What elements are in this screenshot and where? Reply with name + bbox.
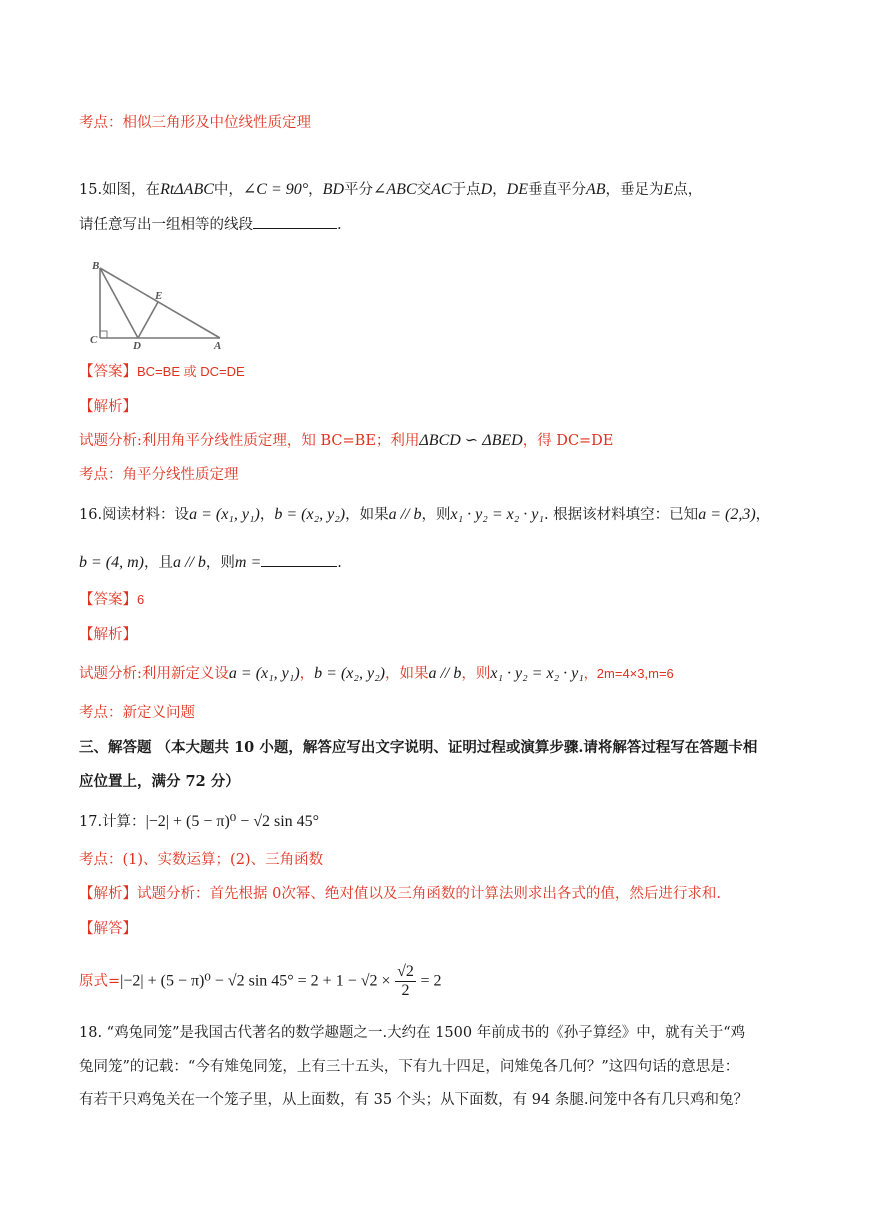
q15-analysis-tag: 【解析】 bbox=[79, 399, 137, 415]
q16-answer: 【答案】6 bbox=[79, 592, 145, 608]
q16-line2: b = (4, m)，且a // b，则m = . bbox=[79, 554, 342, 571]
answer-blank bbox=[253, 214, 337, 229]
triangle-figure bbox=[88, 258, 238, 350]
q15-analysis: 试题分析:利用角平分线性质定理，知 BC=BE；利用ΔBCD ∽ ΔBED，得 DC=DE bbox=[79, 432, 614, 449]
q16-kaodian: 考点：新定义问题 bbox=[79, 705, 195, 721]
right-angle-mark bbox=[100, 331, 107, 338]
label-e: E bbox=[155, 290, 163, 302]
segment-ba bbox=[100, 268, 220, 338]
segment-de bbox=[138, 302, 158, 338]
q15-number: 15. bbox=[79, 182, 103, 198]
fraction: $\frac{√2}{2}$ bbox=[397, 963, 414, 999]
q17-solution-tag: 【解答】 bbox=[79, 921, 137, 937]
q17-kaodian: 考点：(1)、实数运算；(2)、三角函数 bbox=[79, 852, 324, 868]
q16-line1: 16.阅读材料：设a = (x₁, y₁)，b = (x₂, y₂)，如果a // b，则x₁ · y₂ = x₂ · y₁. 根据该材料填空：已知a = (2,3)， bbox=[79, 506, 771, 523]
q15-answer: 【答案】BC=BE 或 DC=DE bbox=[79, 364, 245, 380]
q18-line1: 18. “鸡兔同笼”是我国古代著名的数学趣题之一.大约在 1500 年前成书的《孙子算经》中，就有关于“鸡 bbox=[79, 1025, 746, 1041]
label-b: B bbox=[92, 260, 100, 272]
q15-line1: 15.如图，在RtΔABC中，∠C = 90°，BD平分∠ABC交AC于点D，DE垂直平分AB，垂足为E点， bbox=[79, 181, 703, 198]
q17-line: 17.计算：|−2| + (5 − π)⁰ − √2 sin 45° bbox=[79, 813, 320, 830]
section3-heading: 三、解答题 （本大题共 10 小题，解答应写出文字说明、证明过程或演算步骤.请将解答过程写在答题卡相 bbox=[79, 739, 758, 756]
q18-line3: 有若干只鸡兔关在一个笼子里，从上面数，有 35 个头；从下面数，有 94 条腿.问笼中各有几只鸡和兔？ bbox=[79, 1092, 748, 1108]
kaodian-prev: 考点：相似三角形及中位线性质定理 bbox=[79, 115, 311, 131]
q15-kaodian: 考点：角平分线性质定理 bbox=[79, 467, 239, 483]
q17-analysis: 【解析】试题分析：首先根据 0次幂、绝对值以及三角函数的计算法则求出各式的值，然后进行求和. bbox=[79, 886, 721, 902]
label-a: A bbox=[214, 340, 222, 350]
q16-number: 16. bbox=[79, 507, 103, 523]
q17-solution: 原式=|−2| + (5 − π)⁰ − √2 sin 45° = 2 + 1 − √2 × $\frac{√2}{2}$ = 2 bbox=[79, 963, 442, 999]
q16-analysis: 试题分析:利用新定义设a = (x₁, y₁)，b = (x₂, y₂)，如果a // b，则x₁ · y₂ = x₂ · y₁，2m=4×3,m=6 bbox=[79, 665, 674, 682]
q16-analysis-tag: 【解析】 bbox=[79, 627, 137, 643]
q18-line2: 兔同笼”的记载：“今有雉兔同笼，上有三十五头，下有九十四足，问雉兔各几何？”这四句话的意思是： bbox=[79, 1059, 740, 1075]
answer-blank bbox=[261, 552, 337, 567]
q17-number: 17. bbox=[79, 814, 103, 830]
label-c: C bbox=[90, 334, 98, 346]
section3-heading-2: 应位置上，满分 72 分） bbox=[79, 773, 240, 790]
label-d: D bbox=[133, 340, 141, 350]
q15-line2: 请任意写出一组相等的线段 . bbox=[79, 214, 342, 235]
